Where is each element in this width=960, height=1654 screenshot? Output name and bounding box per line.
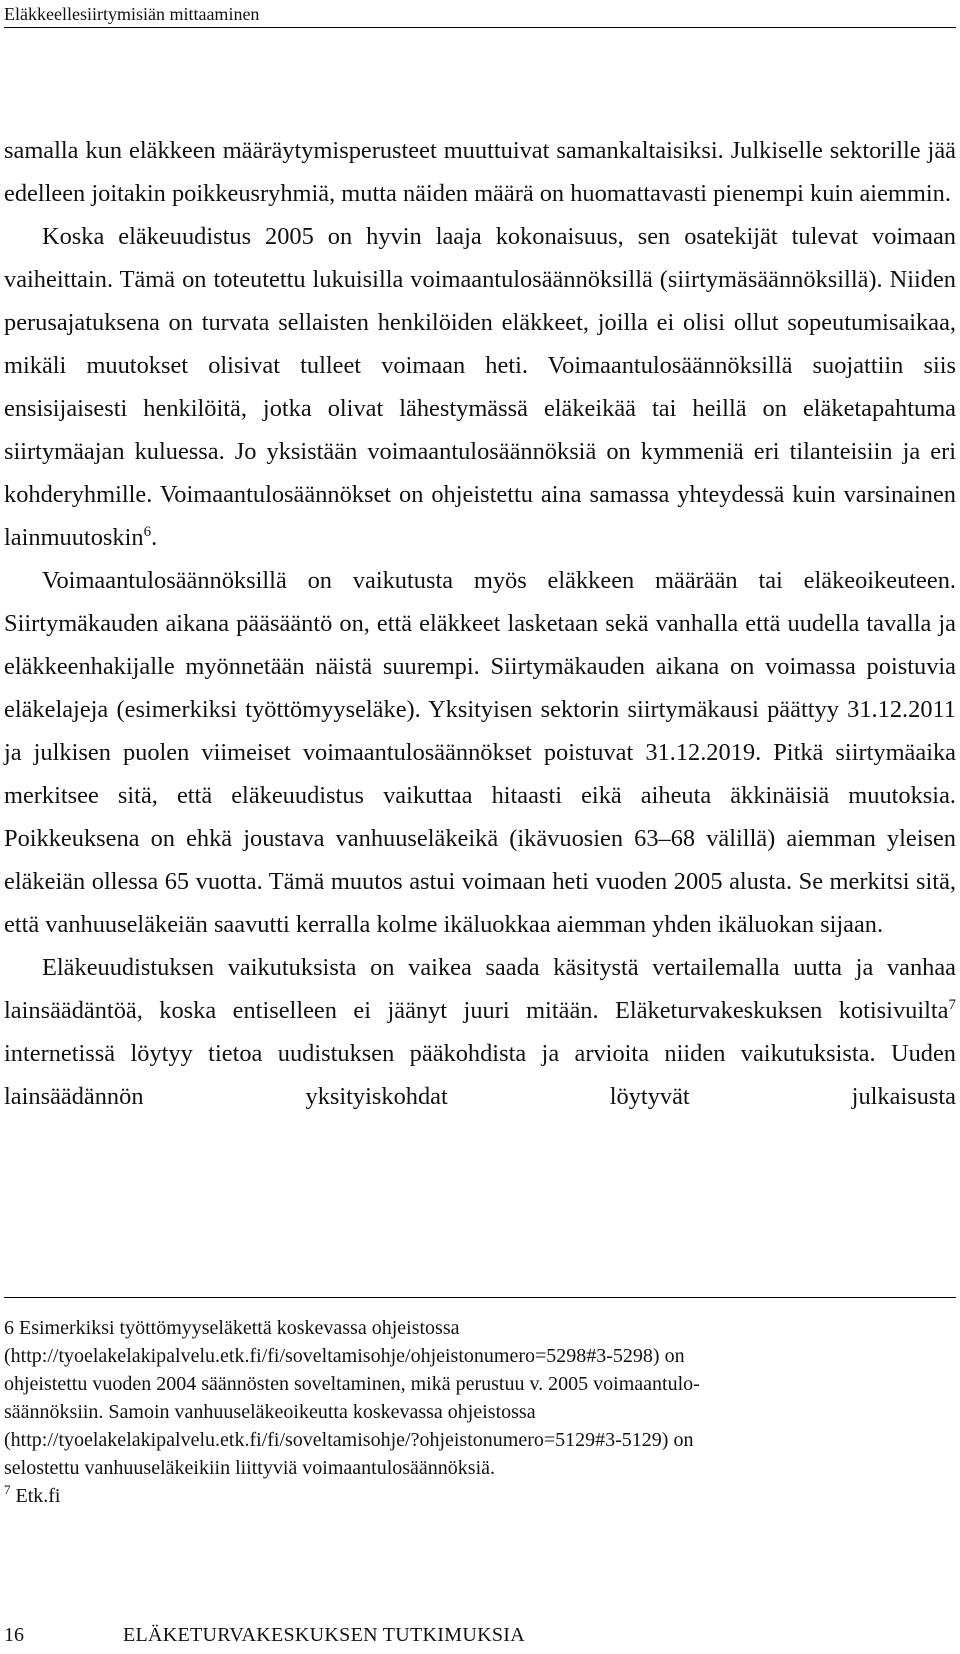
footnote-6 (4, 1314, 956, 1342)
page-number: 16 (4, 1624, 24, 1646)
paragraph-4 (4, 946, 956, 1118)
running-title: Eläkkeellesiirtymisiän mittaaminen (4, 4, 260, 24)
paragraph-4-text-before: Eläkeuudistuksen vaikutuksista on vaikea saada käsitystä vertailemalla uutta ja vanhaa lainsäädäntöä, koska entiselleen ei jäänyt juuri mitään. Eläketurvakeskuksen kotisivuilta (4, 954, 956, 1024)
footnote-ref-6[interactable]: 6 (143, 524, 152, 540)
footnote-7-number: 7 (4, 1482, 11, 1497)
paragraph-2-text: Koska eläkeuudistus 2005 on hyvin laaja kokonaisuus, sen osatekijät tulevat voimaan vaiheittain. Tämä on toteutettu lukuisilla voimaantulosäännöksillä (siirtymäsäännöksillä). Niiden perusajatuksena on turvata sellaisten henkilöiden eläkkeet, joilla ei olisi ollut sopeutumisaikaa, mikäli muutokset olisivat tulleet voimaan heti. Voimaantulosäännöksillä suojattiin siis ensisijaisesti henkilöitä, jotka olivat lähestymässä eläkeikää tai heillä on eläketapahtuma siirtymäajan kuluessa. Jo yksistään voimaantulosäännöksiä on kymmeniä eri tilanteisiin ja eri kohderyhmille. Voimaantulosäännökset on ohjeistettu aina samassa yhteydessä kuin varsinainen lainmuutoskin (4, 223, 956, 551)
paragraph-4-text-after: internetissä löytyy tietoa uudistuksen pääkohdista ja arvioita niiden vaikutuksista. Uuden lainsäädännön yksityiskohdat löytyvät julkaisusta (4, 1040, 956, 1110)
footnote-6-line: selostettu vanhuuseläkeikiin liittyviä voimaantulosäännöksiä. (4, 1457, 496, 1479)
footnote-6-line: (http://tyoelakelakipalvelu.etk.fi/fi/soveltamisohje/?ohjeistonumero=5129#3-5129) on (4, 1429, 694, 1451)
series-title: ELÄKETURVAKESKUKSEN TUTKIMUKSIA (123, 1624, 525, 1646)
footnote-6-line: ohjeistettu vuoden 2004 säännösten soveltaminen, mikä perustuu v. 2005 voimaantulo- (4, 1373, 700, 1395)
footnote-6-line: Esimerkiksi työttömyyseläkettä koskevassa ohjeistossa (19, 1317, 460, 1339)
paragraph-3 (4, 559, 956, 946)
footnote-6-number: 6 (4, 1317, 14, 1339)
footnote-6-line: (http://tyoelakelakipalvelu.etk.fi/fi/soveltamisohje/ohjeistonumero=5298#3-5298) on (4, 1345, 685, 1367)
paragraph-2 (4, 215, 956, 559)
footnote-ref-7[interactable]: 7 (948, 997, 956, 1013)
footnotes (4, 1314, 956, 1510)
paragraph-1-text: samalla kun eläkkeen määräytymisperusteet muuttuivat samankaltaisiksi. Julkiselle sektorille jää edelleen joitakin poikkeusryhmiä, mutta näiden määrä on huomattavasti pienempi kuin aiemmin. (4, 137, 956, 207)
footnote-6-line: säännöksiin. Samoin vanhuuseläkeoikeutta koskevassa ohjeistossa (4, 1401, 536, 1423)
paragraph-3-text: Voimaantulosäännöksillä on vaikutusta myös eläkkeen määrään tai eläkeoikeuteen. Siirtymäkauden aikana pääsääntö on, että eläkkeet lasketaan sekä vanhalla että uudella tavalla ja eläkkeenhakijalle myönnetään näistä suurempi. Siirtymäkauden aikana on voimassa poistuvia eläkelajeja (esimerkiksi työttömyyseläke). Yksityisen sektorin siirtymäkausi päättyy 31.12.2011 ja julkisen puolen viimeiset voimaantulosäännökset poistuvat 31.12.2019. Pitkä siirtymäaika merkitsee sitä, että eläkeuudistus vaikuttaa hitaasti eikä aiheuta äkkinäisiä muutoksia. Poikkeuksena on ehkä joustava vanhuuseläkeikä (ikävuosien 63–68 välillä) aiemman yleisen eläkeiän ollessa 65 vuotta. Tämä muutos astui voimaan heti vuoden 2005 alusta. Se merkitsi sitä, että vanhuuseläkeiän saavutti kerralla kolme ikäluokkaa aiemman yhden ikäluokan sijaan. (4, 567, 956, 938)
footnote-7-line: Etk.fi (15, 1485, 61, 1507)
footnote-separator (4, 1297, 956, 1298)
running-header (4, 4, 956, 28)
paragraph-1 (4, 129, 956, 215)
paragraph-2-end: . (151, 524, 158, 551)
body-text (4, 129, 956, 1118)
footnote-7 (4, 1482, 956, 1510)
